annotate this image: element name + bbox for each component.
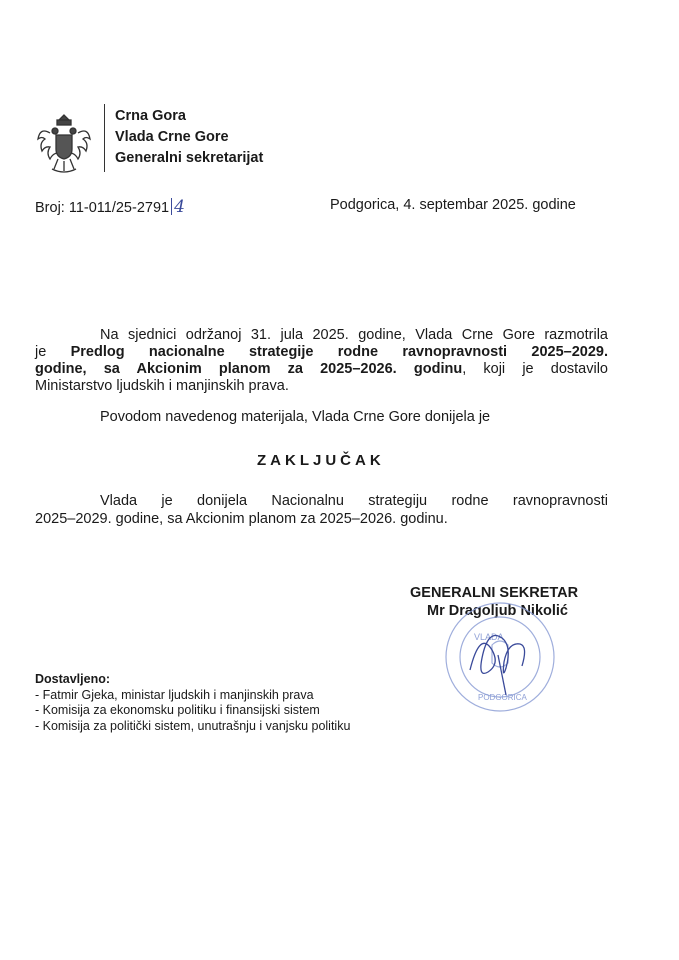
coat-of-arms-icon: [36, 113, 92, 175]
paragraph-3-line-1: Vlada je donijela Nacionalnu strategiju rodne ravnopravnosti: [100, 493, 608, 509]
p1-line2-prefix: je: [35, 344, 71, 360]
paragraph-1-line-2: [35, 344, 608, 361]
document-number: [35, 197, 185, 217]
p1-line3-suffix: , koji je dostavilo: [462, 361, 608, 377]
distribution-item: - Fatmir Gjeka, ministar ljudskih i manjinskih prava: [35, 687, 314, 702]
strategy-proposal-title: Predlog nacionalne strategije rodne ravnopravnosti 2025–2029.: [70, 344, 608, 360]
signatory-name: Mr Dragoljub Nikolić: [427, 603, 568, 619]
document-number-text: Broj: 11-011/25-2791: [35, 200, 170, 216]
distribution-list: [35, 672, 350, 734]
place-date: Podgorica, 4. septembar 2025. godine: [330, 197, 576, 213]
distribution-title: Dostavljeno:: [35, 672, 111, 686]
paragraph-1-line-4: Ministarstvo ljudskih i manjinskih prava.: [35, 378, 289, 394]
paragraph-1-line-1: Na sjednici održanoj 31. jula 2025. godine, Vlada Crne Gore razmotrila: [100, 327, 608, 343]
paragraph-1-line-3: [35, 361, 608, 378]
stamp-text-top: VLADA: [474, 632, 504, 642]
action-plan-title: godine, sa Akcionim planom za 2025–2026. godinu: [35, 361, 463, 377]
distribution-item: - Komisija za ekonomsku politiku i finansijski sistem: [35, 703, 320, 717]
conclusion-title: ZAKLJUČAK: [257, 452, 385, 469]
distribution-item: - Komisija za politički sistem, unutrašnju i vanjsku politiku: [35, 718, 351, 733]
signatory-role: GENERALNI SEKRETAR: [410, 585, 579, 601]
document-number-suffix: 4: [174, 197, 185, 217]
header-divider: [104, 104, 105, 172]
handwritten-signature-icon: [470, 636, 525, 696]
paragraph-2: Povodom navedenog materijala, Vlada Crne Gore donijela je: [100, 409, 491, 425]
stamp-text-bottom: PODGORICA: [478, 693, 527, 702]
number-separator: [171, 198, 172, 215]
header-government: Vlada Crne Gore: [115, 129, 229, 145]
official-stamp: [440, 600, 560, 715]
header-secretariat: Generalni sekretarijat: [115, 150, 264, 166]
header-country: Crna Gora: [115, 108, 186, 124]
paragraph-3-line-2: 2025–2029. godine, sa Akcionim planom za 2025–2026. godinu.: [35, 511, 448, 527]
